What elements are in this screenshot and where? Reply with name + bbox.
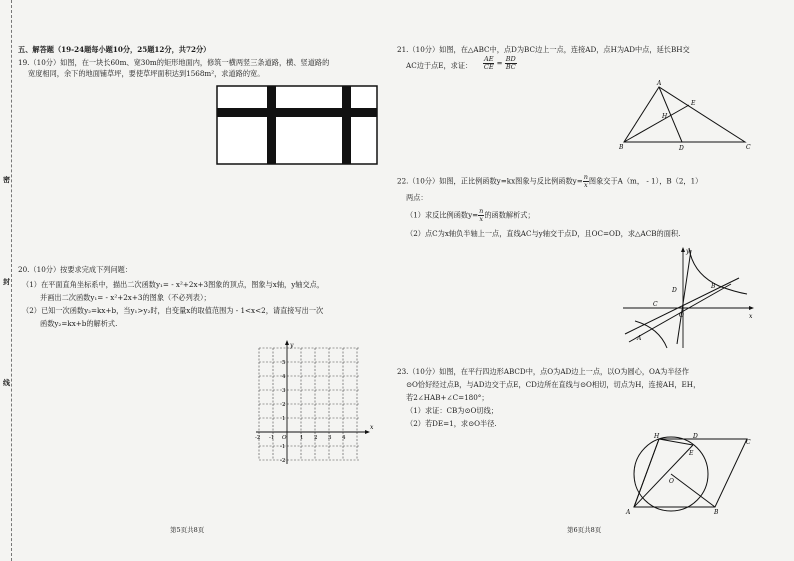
q21-line: 21.（10分）如图，在△ABC中，点D为BC边上一点，连接AD，点H为AD中点，延长BH交 <box>397 45 690 54</box>
point-label: B <box>619 144 624 151</box>
y-tick-label: 1 <box>282 416 286 422</box>
q21-triangle-figure <box>619 78 755 152</box>
point-label: A <box>626 509 631 516</box>
point-label: D <box>672 287 677 294</box>
x-axis-label: x <box>370 424 374 431</box>
q22-line: 两点： <box>406 193 428 202</box>
q23-line: （2）若DE=1，求⊙O半径. <box>406 419 497 428</box>
axis-label: x <box>749 313 753 320</box>
q23-line: 若2∠HAB+∠C=180°； <box>406 393 489 402</box>
binding-line <box>11 0 12 561</box>
point-label: B <box>711 283 716 290</box>
axis-label: y <box>686 248 690 255</box>
point-label: A <box>657 80 662 87</box>
point-label: E <box>689 450 694 457</box>
origin-label: O <box>679 312 684 319</box>
q20-line: 20.（10分）按要求完成下列问题： <box>18 265 133 274</box>
q22-function-graph <box>619 244 757 350</box>
x-tick-label: 4 <box>342 435 346 441</box>
fraction-bd-bc: $\frac{BD}{BC}$ <box>505 55 516 71</box>
page-footer: 第5页共8页 <box>170 526 205 534</box>
point-label: H <box>654 433 660 440</box>
y-tick-label: -2 <box>280 458 286 464</box>
q20-line: 函数y₂=kx+b的解析式. <box>40 319 118 328</box>
section-header: 五、解答题（19-24题每小题10分，25题12分，共72分） <box>18 45 211 54</box>
x-tick-label: 3 <box>328 435 332 441</box>
margin-mark: 密 <box>3 175 10 184</box>
q23-line: ⊙O恰好经过点B，与AD边交于点E，CD边所在直线与⊙O相切，切点为H，连接AH，EH， <box>406 380 701 389</box>
point-label: C <box>653 301 658 308</box>
margin-mark: 线 <box>3 378 10 387</box>
fraction-ae-ce: $\frac{AE}{CE}$ <box>483 55 494 71</box>
q20-line: （1）在平面直角坐标系中，描出二次函数y₁= - x²+2x+3图象的顶点，图象与x轴，y轴交点， <box>22 280 325 289</box>
q21-line: AC边于点E，求证： <box>406 61 473 70</box>
point-label: B <box>714 509 719 516</box>
q22-line: 22.（10分）如图，正比例函数y=kx图象与反比例函数y= $\frac{n}{x}$ 图象交于A（m， - 1），B（2，1） <box>397 173 703 189</box>
x-tick-label: 2 <box>314 435 318 441</box>
q20-line: 并画出二次函数y₁= - x²+2x+3的图象（不必列表）； <box>40 293 211 302</box>
q23-circle-figure <box>623 430 757 516</box>
origin-label: O <box>282 435 287 441</box>
point-label: O <box>669 478 674 485</box>
q20-line: （2）已知一次函数y₂=kx+b，当y₁>y₂时，自变量x的取值范围为 - 1<x<2，请直接写出一次 <box>22 306 324 315</box>
x-tick-label: -1 <box>269 435 275 441</box>
q19-line: 宽度相同，余下的地面铺草坪，要使草坪面积达到1568m²，求道路的宽。 <box>28 69 265 78</box>
point-label: C <box>746 439 751 446</box>
y-axis-label: y <box>290 342 294 349</box>
right-page <box>397 0 794 561</box>
q19-line: 19.（10分）如图，在一块长60m、宽30m的矩形地面内，修筑一横两竖三条道路，横、竖道路的 <box>18 58 330 67</box>
y-tick-label: -1 <box>280 444 286 450</box>
x-tick-label: -2 <box>255 435 261 441</box>
q23-line: 23.（10分）如图，在平行四边形ABCD中，点O为AD边上一点，以O为圆心，OA为半径作 <box>397 367 689 376</box>
point-label: D <box>693 433 698 440</box>
y-tick-label: 4 <box>282 374 286 380</box>
point-label: E <box>691 100 696 107</box>
page-footer: 第6页共8页 <box>567 526 602 534</box>
point-label: C <box>746 144 751 151</box>
fraction-n-over-x: $\frac{n}{x}$ <box>479 207 484 223</box>
y-tick-label: 3 <box>282 388 286 394</box>
q21-equation: $\frac{AE}{CE}$ = $\frac{BD}{BC}$ <box>483 55 516 71</box>
q22-line: （1）求反比例函数y= $\frac{n}{x}$ 的函数解析式； <box>406 207 535 223</box>
q22-line: （2）点C为x轴负半轴上一点，直线AC与y轴交于点D，且OC=OD，求△ACB的面积. <box>406 229 681 238</box>
q19-rectangle-figure <box>216 85 378 165</box>
y-tick-label: 5 <box>282 360 286 366</box>
point-label: D <box>679 145 684 152</box>
x-tick-label: 1 <box>300 435 304 441</box>
point-label: H <box>662 113 668 120</box>
fraction-n-over-x: $\frac{n}{x}$ <box>583 173 588 189</box>
point-label: A <box>637 335 642 342</box>
y-tick-label: 2 <box>282 402 286 408</box>
q23-line: （1）求证：CB为⊙O切线； <box>406 406 498 415</box>
margin-mark: 封 <box>3 277 10 286</box>
q20-coordinate-grid <box>254 340 378 466</box>
